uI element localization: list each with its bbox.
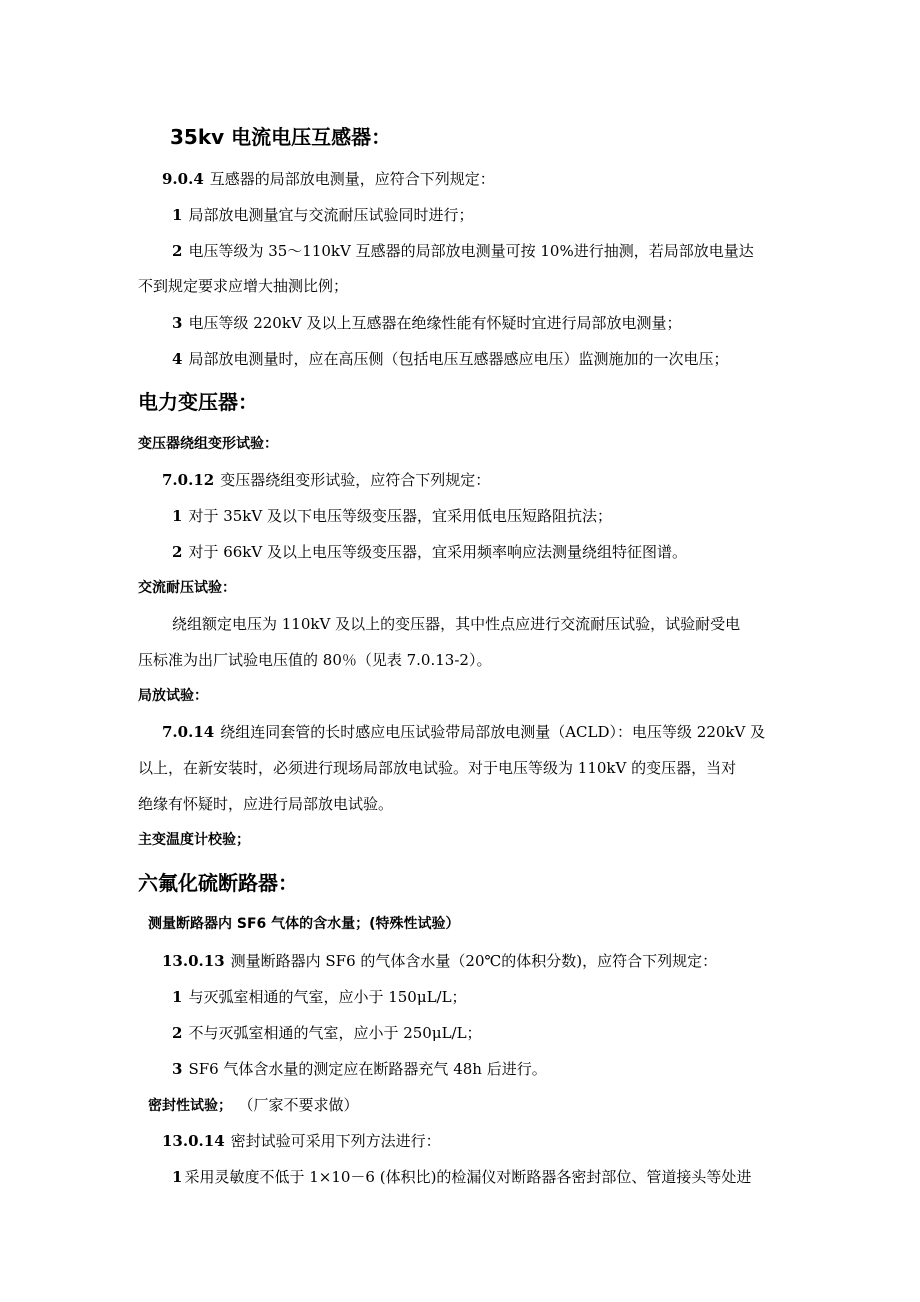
list-item: 1 对于 35kV 及以下电压等级变压器，宜采用低电压短路阻抗法； [172, 507, 612, 525]
list-item: 3 SF6 气体含水量的测定应在断路器充气 48h 后进行。 [172, 1060, 547, 1078]
clause-13-0-14: 13.0.14 密封试验可采用下列方法进行： [162, 1132, 441, 1150]
list-item: 2 电压等级为 35～110kV 互感器的局部放电测量可按 10%进行抽测，若局部放电量达 [172, 242, 754, 260]
list-item: 3 电压等级 220kV 及以上互感器在绝缘性能有怀疑时宜进行局部放电测量； [172, 314, 682, 332]
clause-7-0-12: 7.0.12 变压器绕组变形试验，应符合下列规定： [162, 471, 491, 489]
list-item: 2 不与灭弧室相通的气室，应小于 250μL/L； [172, 1024, 482, 1042]
paragraph-line: 绕组额定电压为 110kV 及以上的变压器，其中性点应进行交流耐压试验，试验耐受电 [172, 615, 741, 633]
subheading-winding: 变压器绕组变形试验： [138, 436, 278, 452]
subheading-pd: 局放试验： [138, 688, 208, 704]
paragraph-line: 以上，在新安装时，必须进行现场局部放电试验。对于电压等级为 110kV 的变压器，当对 [138, 759, 737, 777]
clause-13-0-13: 13.0.13 测量断路器内 SF6 的气体含水量（20℃的体积分数)，应符合下列规定： [162, 952, 718, 970]
list-item: 1 与灭弧室相通的气室，应小于 150μL/L； [172, 988, 467, 1006]
clause-text: 互感器的局部放电测量，应符合下列规定： [209, 170, 495, 188]
paragraph-line: 压标准为出厂试验电压值的 80％（见表 7.0.13-2）。 [138, 651, 492, 669]
list-item: 1 局部放电测量宜与交流耐压试验同时进行； [172, 206, 474, 224]
subheading-ac: 交流耐压试验： [138, 580, 236, 596]
clause-9-0-4 [162, 169, 495, 189]
heading-transformer: 电力变压器： [138, 390, 258, 414]
heading-sf6: 六氟化硫断路器： [138, 871, 298, 895]
paragraph-line: 绝缘有怀疑时，应进行局部放电试验。 [138, 795, 394, 813]
subheading-seal: 密封性试验； （厂家不要求做） [148, 1096, 359, 1114]
list-item: 1 采用灵敏度不低于 1×10－6 (体积比)的检漏仪对断路器各密封部位、管道接头等处进 [172, 1168, 752, 1186]
subheading-moisture: 测量断路器内 SF6 气体的含水量；(特殊性试验） [148, 916, 460, 932]
clause-number: 9.0.4 [162, 170, 204, 188]
clause-7-0-14: 7.0.14 绕组连同套管的长时感应电压试验带局部放电测量（ACLD）：电压等级 220kV 及 [162, 723, 766, 741]
list-item-continuation: 不到规定要求应增大抽测比例； [138, 277, 349, 295]
list-item: 4 局部放电测量时，应在高压侧（包括电压互感器感应电压）监测施加的一次电压； [172, 350, 729, 368]
subheading-thermo: 主变温度计校验； [138, 832, 250, 848]
list-item: 2 对于 66kV 及以上电压等级变压器，宜采用频率响应法测量绕组特征图谱。 [172, 543, 687, 561]
heading-ct: 35kv 电流电压互感器： [170, 125, 392, 149]
